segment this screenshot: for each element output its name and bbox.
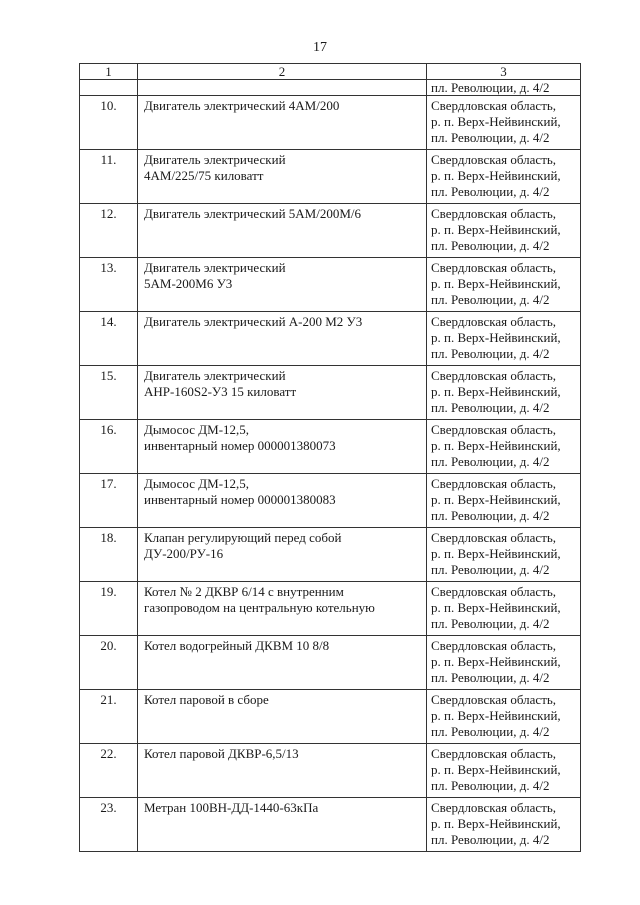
address-line: р. п. Верх-Нейвинский, (431, 492, 561, 507)
item-name-line: Котел водогрейный ДКВМ 10 8/8 (144, 638, 330, 653)
item-name (138, 80, 427, 96)
address-line: пл. Революции, д. 4/2 (431, 616, 550, 631)
address-line: пл. Революции, д. 4/2 (431, 562, 550, 577)
row-number: 19. (80, 582, 138, 636)
row-number: 13. (80, 258, 138, 312)
item-name (138, 474, 427, 528)
item-name-line: Двигатель электрический 5АМ/200М/6 (144, 206, 362, 221)
item-name-line: Двигатель электрический А-200 М2 У3 (144, 314, 363, 329)
item-name (138, 96, 427, 150)
item-name-line: Двигатель электрический (144, 260, 286, 275)
item-name (138, 204, 427, 258)
address-line: Свердловская область, (431, 368, 557, 383)
table-row (80, 312, 581, 366)
item-name-line: Клапан регулирующий перед собой (144, 530, 342, 545)
page-number: 17 (313, 40, 327, 55)
item-name-line: инвентарный номер 000001380083 (144, 492, 336, 507)
address-line: Свердловская область, (431, 584, 557, 599)
table-row (80, 204, 581, 258)
column-header-name: 2 (138, 64, 427, 80)
item-name (138, 420, 427, 474)
address-line: пл. Революции, д. 4/2 (431, 130, 550, 145)
address-line: р. п. Верх-Нейвинский, (431, 654, 561, 669)
item-name (138, 744, 427, 798)
item-address (427, 636, 581, 690)
address-line: Свердловская область, (431, 98, 557, 113)
item-name-line: Дымосос ДМ-12,5, (144, 422, 250, 437)
address-line: пл. Революции, д. 4/2 (431, 724, 550, 739)
table-row (80, 258, 581, 312)
address-line: Свердловская область, (431, 260, 557, 275)
row-number: 17. (80, 474, 138, 528)
row-number: 21. (80, 690, 138, 744)
item-name (138, 312, 427, 366)
table-row (80, 636, 581, 690)
address-line: р. п. Верх-Нейвинский, (431, 114, 561, 129)
item-address (427, 204, 581, 258)
item-address (427, 150, 581, 204)
item-name-line: газопроводом на центральную котельную (144, 600, 375, 615)
table-row (80, 366, 581, 420)
row-number: 18. (80, 528, 138, 582)
table-row (80, 582, 581, 636)
address-line: р. п. Верх-Нейвинский, (431, 276, 561, 291)
item-name (138, 150, 427, 204)
item-name-line: Котел паровой ДКВР-6,5/13 (144, 746, 299, 761)
table-row (80, 96, 581, 150)
item-name-line: Двигатель электрический 4АМ/200 (144, 98, 340, 113)
item-name (138, 636, 427, 690)
table-row (80, 474, 581, 528)
address-line: пл. Революции, д. 4/2 (431, 346, 550, 361)
item-name-line: Дымосос ДМ-12,5, (144, 476, 250, 491)
item-address (427, 258, 581, 312)
item-address (427, 690, 581, 744)
address-line: р. п. Верх-Нейвинский, (431, 438, 561, 453)
row-number: 15. (80, 366, 138, 420)
address-line: Свердловская область, (431, 152, 557, 167)
address-line: р. п. Верх-Нейвинский, (431, 816, 561, 831)
address-line: пл. Революции, д. 4/2 (431, 292, 550, 307)
row-number: 23. (80, 798, 138, 852)
table-row (80, 744, 581, 798)
address-line: р. п. Верх-Нейвинский, (431, 168, 561, 183)
item-name-line: Двигатель электрический (144, 368, 286, 383)
address-line: Свердловская область, (431, 206, 557, 221)
item-name-line: инвентарный номер 000001380073 (144, 438, 336, 453)
column-header-address: 3 (427, 64, 581, 80)
item-address: пл. Революции, д. 4/2 (427, 80, 581, 96)
row-number (80, 80, 138, 96)
address-line: Свердловская область, (431, 476, 557, 491)
address-line: Свердловская область, (431, 746, 557, 761)
row-number: 11. (80, 150, 138, 204)
table-row (80, 690, 581, 744)
item-address (427, 474, 581, 528)
item-name-line: АНР-160S2-У3 15 киловатт (144, 384, 297, 399)
address-line: пл. Революции, д. 4/2 (431, 670, 550, 685)
address-line: Свердловская область, (431, 530, 557, 545)
row-number: 14. (80, 312, 138, 366)
address-line: пл. Революции, д. 4/2 (431, 238, 550, 253)
address-line: пл. Революции, д. 4/2 (431, 400, 550, 415)
row-number: 20. (80, 636, 138, 690)
address-line: р. п. Верх-Нейвинский, (431, 708, 561, 723)
address-line: пл. Революции, д. 4/2 (431, 832, 550, 847)
address-line: р. п. Верх-Нейвинский, (431, 762, 561, 777)
item-address (427, 582, 581, 636)
address-line: пл. Революции, д. 4/2 (431, 778, 550, 793)
item-address (427, 312, 581, 366)
item-name-line: Двигатель электрический (144, 152, 286, 167)
item-address (427, 798, 581, 852)
item-name-line: Котел паровой в сборе (144, 692, 269, 707)
table-row (80, 798, 581, 852)
row-number: 22. (80, 744, 138, 798)
item-name-line: Метран 100ВН-ДД-1440-63кПа (144, 800, 319, 815)
address-line: Свердловская область, (431, 692, 557, 707)
item-name-line: Котел № 2 ДКВР 6/14 с внутренним (144, 584, 344, 599)
table-header-row (80, 64, 581, 80)
address-line: р. п. Верх-Нейвинский, (431, 330, 561, 345)
item-address (427, 528, 581, 582)
item-name (138, 690, 427, 744)
item-name (138, 798, 427, 852)
address-line: пл. Революции, д. 4/2 (431, 454, 550, 469)
table-row (80, 528, 581, 582)
item-address (427, 366, 581, 420)
table-row (80, 150, 581, 204)
address-line: р. п. Верх-Нейвинский, (431, 222, 561, 237)
address-line: Свердловская область, (431, 638, 557, 653)
item-name-line: 5АМ-200М6 У3 (144, 276, 233, 291)
address-line: Свердловская область, (431, 800, 557, 815)
address-line: р. п. Верх-Нейвинский, (431, 384, 561, 399)
item-name (138, 258, 427, 312)
address-line: р. п. Верх-Нейвинский, (431, 546, 561, 561)
item-name (138, 582, 427, 636)
property-table (79, 63, 581, 852)
item-name (138, 528, 427, 582)
row-number: 16. (80, 420, 138, 474)
row-number: 10. (80, 96, 138, 150)
address-line: пл. Революции, д. 4/2 (431, 184, 550, 199)
table-row (80, 420, 581, 474)
item-address (427, 96, 581, 150)
continuation-row (80, 80, 581, 96)
item-address (427, 420, 581, 474)
item-name (138, 366, 427, 420)
address-line: Свердловская область, (431, 422, 557, 437)
item-address (427, 744, 581, 798)
row-number: 12. (80, 204, 138, 258)
address-line: Свердловская область, (431, 314, 557, 329)
address-line: р. п. Верх-Нейвинский, (431, 600, 561, 615)
item-name-line: 4АМ/225/75 киловатт (144, 168, 264, 183)
item-name-line: ДУ-200/РУ-16 (144, 546, 224, 561)
column-header-number: 1 (80, 64, 138, 80)
address-line: пл. Революции, д. 4/2 (431, 508, 550, 523)
